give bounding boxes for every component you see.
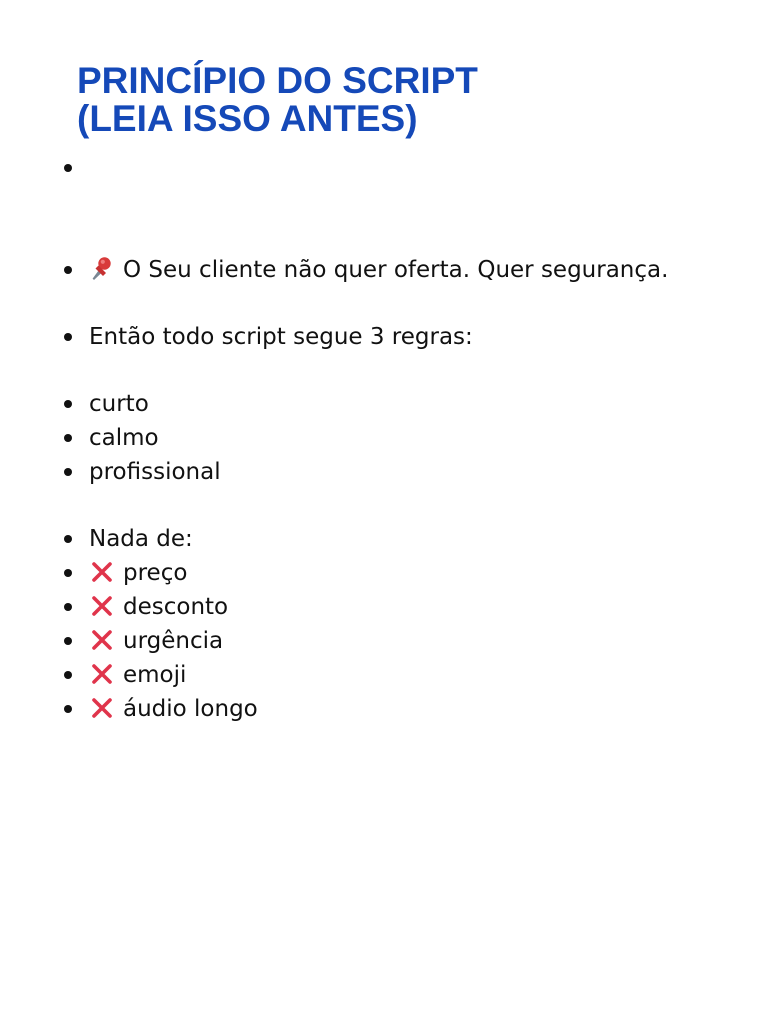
list-item-content (89, 320, 473, 354)
list-item (64, 522, 744, 556)
list-item-text: O Seu cliente não quer oferta. Quer segurança. (123, 257, 669, 283)
list-item-content (89, 590, 228, 624)
list-item-content (89, 522, 193, 556)
list-item-content (89, 624, 223, 658)
list-item-text: emoji (123, 662, 187, 688)
bullet-dot (64, 569, 72, 577)
list-item-content (89, 692, 258, 726)
list-item-text: profissional (89, 459, 221, 485)
bullet-dot (64, 266, 72, 274)
cross-mark-icon (89, 559, 115, 585)
list-item-content (89, 253, 668, 287)
cross-mark-icon (89, 695, 115, 721)
list-item-content (89, 455, 221, 489)
list-item (64, 590, 744, 624)
list-item-text: urgência (123, 628, 224, 654)
cross-mark-icon (89, 593, 115, 619)
list-item-content (89, 421, 159, 455)
list-item (64, 556, 744, 590)
title-bullet (64, 164, 72, 172)
list-item (64, 624, 744, 658)
list-item (64, 320, 744, 354)
list-item-text: áudio longo (123, 696, 258, 722)
list-spacer (64, 354, 744, 387)
list-spacer (64, 287, 744, 320)
list-item-text: Nada de: (89, 526, 193, 552)
list-item-text: calmo (89, 425, 159, 451)
bullet-dot (64, 434, 72, 442)
list-item-content (89, 658, 186, 692)
cross-mark-icon (89, 627, 115, 653)
list-item (64, 658, 744, 692)
list-item-content (89, 387, 149, 421)
bullet-dot (64, 671, 72, 679)
cross-mark-icon (89, 661, 115, 687)
list-item-content (89, 556, 187, 590)
list-item-text: curto (89, 391, 149, 417)
list-spacer (64, 489, 744, 522)
list-item (64, 692, 744, 726)
bullet-list (64, 253, 744, 726)
list-item-text: desconto (123, 594, 229, 620)
bullet-dot (64, 333, 72, 341)
bullet-dot (64, 603, 72, 611)
list-item (64, 455, 744, 489)
list-item-text: Então todo script segue 3 regras: (89, 324, 473, 350)
list-item (64, 421, 744, 455)
bullet-dot (64, 637, 72, 645)
bullet-dot (64, 468, 72, 476)
pushpin-icon (89, 256, 115, 282)
page-title: PRINCÍPIO DO SCRIPT (LEIA ISSO ANTES) (77, 60, 478, 139)
list-item-text: preço (123, 560, 188, 586)
list-item (64, 387, 744, 421)
list-item (64, 253, 744, 287)
bullet-dot (64, 535, 72, 543)
bullet-dot (64, 705, 72, 713)
bullet-dot (64, 400, 72, 408)
